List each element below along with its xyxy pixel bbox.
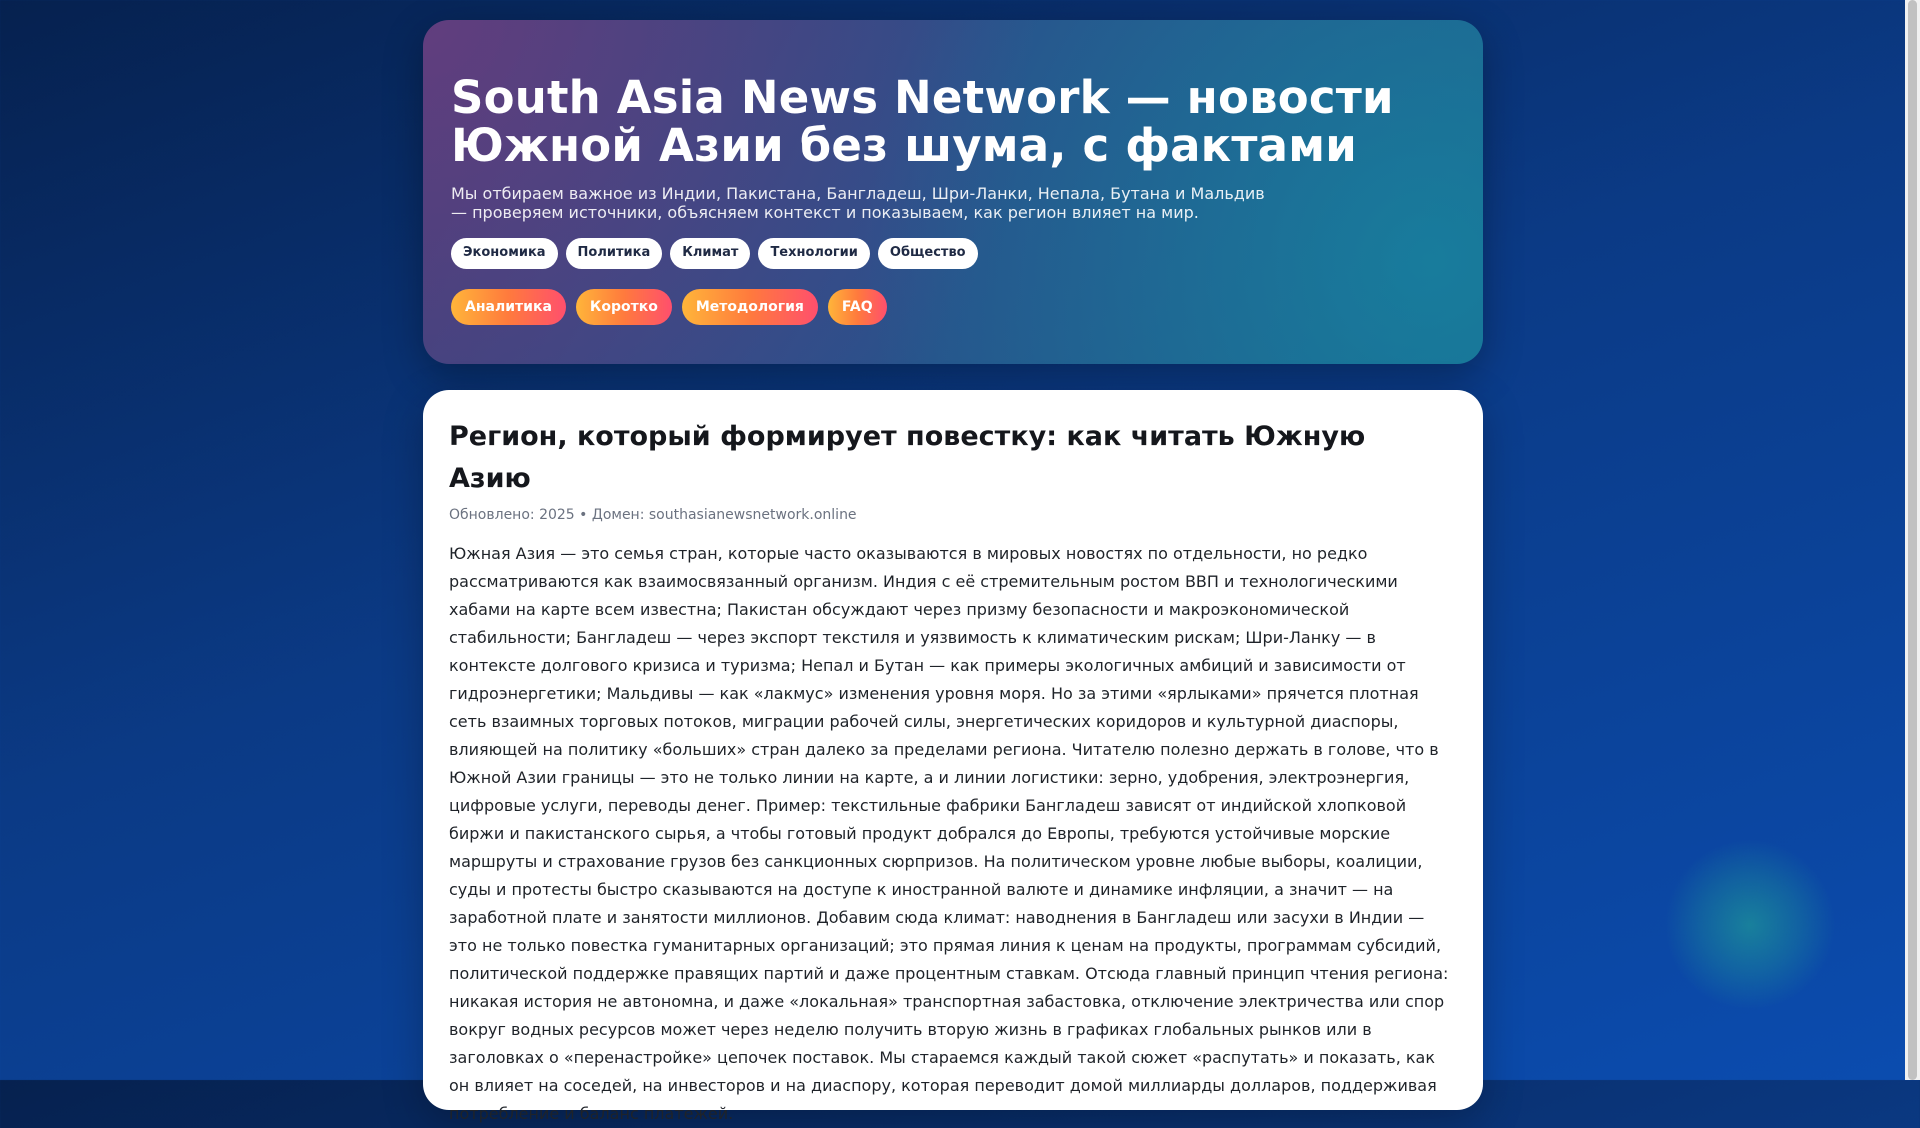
scrollbar-thumb[interactable] (1908, 0, 1917, 1080)
hero-banner (423, 20, 1483, 364)
article-title: Регион, который формирует повестку: как читать Южную Азию (449, 421, 1366, 494)
article-card (423, 390, 1483, 1123)
brief-button[interactable]: Коротко (576, 289, 672, 325)
meta-separator: • (579, 507, 588, 523)
section-links (451, 289, 1455, 325)
tag-technology[interactable]: Технологии (758, 238, 869, 269)
updated-date: Обновлено: 2025 (449, 507, 575, 523)
article-meta (449, 506, 1449, 524)
tag-politics[interactable]: Политика (566, 238, 663, 269)
analytics-button[interactable]: Аналитика (451, 289, 566, 325)
tag-economy[interactable]: Экономика (451, 238, 558, 269)
article-body: Южная Азия — это семья стран, которые часто оказываются в мировых новостях по отдельности, но редко рассматриваются как взаимосвязанный организм. Индия с её стремительным ростом ВВП и технологическими хабами на карте всем известна; Пакистан обсуждают через призму безопасности и макроэкономической стабильности; Бангладеш — через экспорт текстиля и уязвимость к климатическим рискам; Шри-Ланку — в контексте долгового кризиса и туризма; Непал и Бутан — как примеры экологичных амбиций и зависимости от гидроэнергетики; Мальдивы — как «лакмус» изменения уровня моря. Но за этими «ярлыками» прячется плотная сеть взаимных торговых потоков, миграции рабочей силы, энергетических коридоров и культурной диаспоры, влияющей на политику «больших» стран далеко за пределами региона. Читателю полезно держать в голове, что в Южной Азии границы — это не только линии на карте, а и линии логистики: зерно, удобрения, электроэнергия, цифровые услуги, переводы денег. Пример: текстильные фабрики Бангладеш зависят от индийской хлопковой биржи и пакистанского сырья, а чтобы готовый продукт добрался до Европы, требуются устойчивые морские маршруты и страхование грузов без санкционных сюрпризов. На политическом уровне любые выборы, коалиции, суды и протесты быстро сказываются на доступе к иностранной валюте и динамике инфляции, а значит — на заработной плате и занятости миллионов. Добавим сюда климат: наводнения в Бангладеш или засухи в Индии — это не только повестка гуманитарных организаций; это прямая линия к ценам на продукты, программам субсидий, политической поддержке правящих партий и даже процентным ставкам. Отсюда главный принцип чтения региона: никакая история не автономна, и даже «локальная» транспортная забастовка, отключение электричества или спор вокруг водных ресурсов может через неделю получить вторую жизнь в графиках глобальных рынков или в заголовках о «перенастройке» цепочек поставок. Мы стараемся каждый такой сюжет «распутать» и показать, как он влияет на соседей, на инвесторов и на диаспору, которая переводит домой миллиарды долларов, поддерживая потребление и баланс платежей. (449, 544, 1449, 1123)
site-title: South Asia News Network — новости Южной Азии без шума, с фактами (451, 71, 1394, 172)
tag-society[interactable]: Общество (878, 238, 978, 269)
faq-button[interactable]: FAQ (828, 289, 887, 325)
tag-climate[interactable]: Климат (670, 238, 750, 269)
domain-label: Домен: southasianewsnetwork.online (591, 507, 857, 523)
topic-tags (451, 238, 1455, 269)
methodology-button[interactable]: Методология (682, 289, 818, 325)
site-subtitle: Мы отбираем важное из Индии, Пакистана, Бангладеш, Шри-Ланки, Непала, Бутана и Мальдив — проверяем источники, объясняем контекст и показываем, как регион влияет на мир. (451, 184, 1265, 222)
page-scrollbar[interactable] (1905, 0, 1920, 1080)
